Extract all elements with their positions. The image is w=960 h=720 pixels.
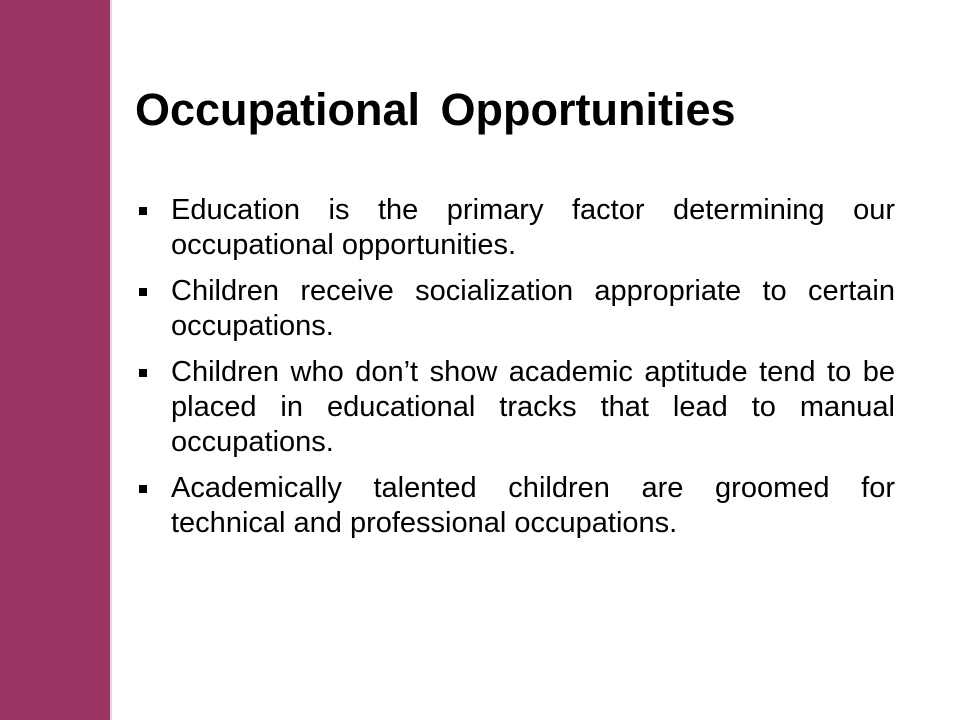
bullet-item (135, 274, 895, 344)
bullet-text: Children receive socialization appropriate to certain occupations. (171, 275, 895, 342)
square-bullet-icon (139, 288, 147, 296)
bullet-text: Children who don’t show academic aptitude tend to be placed in educational tracks that lead to manual occupations. (171, 356, 895, 458)
square-bullet-icon (139, 207, 147, 215)
bullet-text: Education is the primary factor determining our occupational opportunities. (171, 194, 895, 261)
square-bullet-icon (139, 485, 147, 493)
square-bullet-icon (139, 369, 147, 377)
bullet-item (135, 355, 895, 460)
slide-title: Occupational Opportunities (135, 84, 736, 135)
slide-sidebar-accent (0, 0, 110, 720)
bullet-list (135, 193, 895, 552)
bullet-item (135, 193, 895, 263)
bullet-item (135, 471, 895, 541)
bullet-text: Academically talented children are groomed for technical and professional occupations. (171, 472, 895, 539)
sidebar-divider (110, 0, 112, 720)
